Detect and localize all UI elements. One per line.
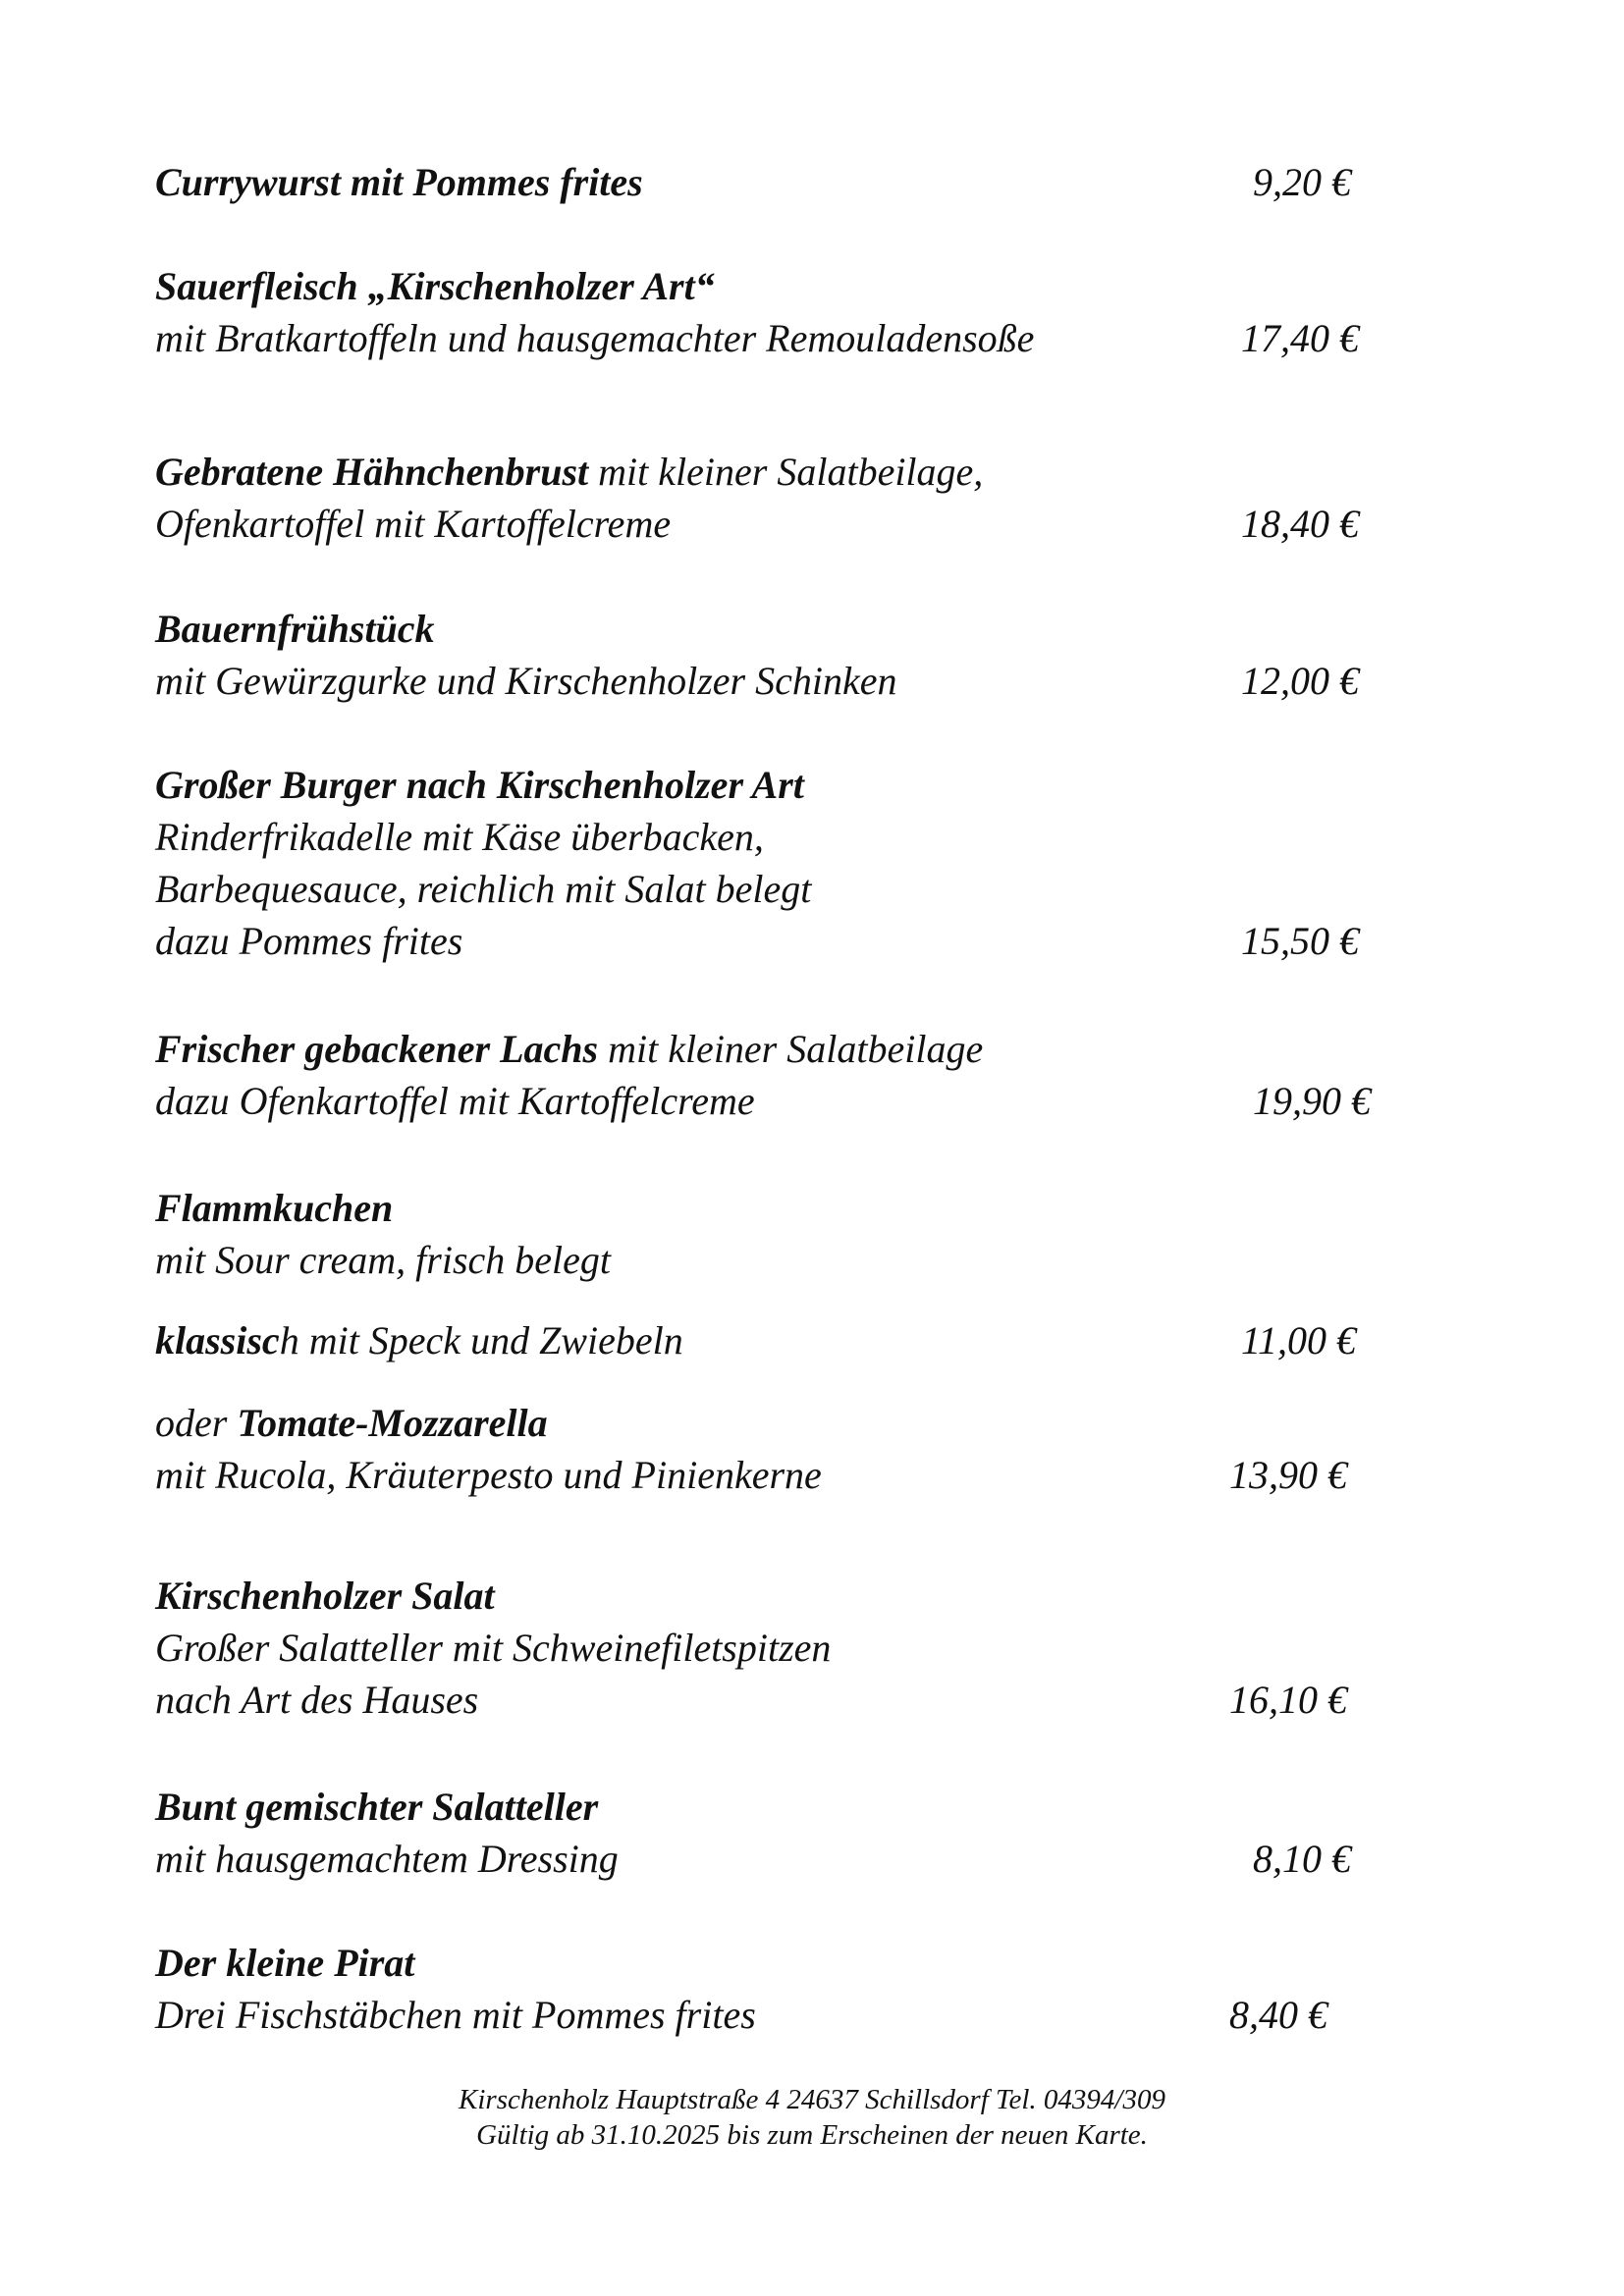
menu-item-price: 9,20 € [1253,160,1351,204]
menu-item-price: 15,50 € [1241,919,1359,963]
menu-item-price: 13,90 € [1229,1453,1347,1497]
footer-address: Kirschenholz Hauptstraße 4 24637 Schillsdorf Tel. 04394/309 [459,2084,1165,2115]
menu-item-price: 17,40 € [1241,316,1359,360]
footer-validity: Gültig ab 31.10.2025 bis zum Erscheinen der neuen Karte. [476,2119,1148,2151]
menu-item-title: Flammkuchen [155,1186,394,1230]
menu-item-description: Großer Salatteller mit Schweinefiletspitzen [155,1626,832,1670]
menu-item-description: mit Rucola, Kräuterpesto und Pinienkerne [155,1453,822,1497]
menu-item-price: 12,00 € [1241,659,1359,703]
menu-item-description: mit Gewürzgurke und Kirschenholzer Schinken [155,659,897,703]
menu-item-price: 8,40 € [1229,1993,1327,2037]
menu-item-title: Currywurst mit Pommes frites [155,160,643,204]
menu-item-title: Bunt gemischter Salatteller [155,1785,599,1829]
menu-item-description: Ofenkartoffel mit Kartoffelcreme [155,502,672,546]
menu-item-price: 8,10 € [1253,1837,1351,1881]
menu-item-description: Drei Fischstäbchen mit Pommes frites [155,1993,756,2037]
menu-item-title: Sauerfleisch „Kirschenholzer Art“ [155,264,715,308]
menu-item-title: Großer Burger nach Kirschenholzer Art [155,763,804,807]
menu-item-price: 18,40 € [1241,502,1359,546]
menu-item-price: 16,10 € [1229,1678,1347,1722]
menu-item-title: Frischer gebackener Lachs mit kleiner Salatbeilage [155,1027,984,1071]
menu-item-title: Kirschenholzer Salat [155,1574,495,1618]
menu-item-description: Barbequesauce, reichlich mit Salat belegt [155,867,812,911]
menu-item-title: Der kleine Pirat [155,1941,415,1985]
menu-item-description: mit hausgemachtem Dressing [155,1837,619,1881]
menu-item-variant: oder Tomate-Mozzarella [155,1401,548,1445]
menu-item-price: 11,00 € [1241,1318,1357,1362]
menu-item-price: 19,90 € [1253,1079,1371,1123]
menu-item-description: dazu Ofenkartoffel mit Kartoffelcreme [155,1079,755,1123]
menu-item-description: Rinderfrikadelle mit Käse überbacken, [155,815,764,859]
menu-item-description: nach Art des Hauses [155,1678,479,1722]
menu-item-title: Bauernfrühstück [155,607,435,651]
menu-item-variant: klassisch mit Speck und Zwiebeln [155,1318,683,1362]
menu-item-title: Gebratene Hähnchenbrust mit kleiner Salatbeilage, [155,450,984,494]
menu-item-description: mit Bratkartoffeln und hausgemachter Remouladensoße [155,316,1035,360]
menu-item-description: dazu Pommes frites [155,919,463,963]
menu-item-description: mit Sour cream, frisch belegt [155,1238,612,1282]
